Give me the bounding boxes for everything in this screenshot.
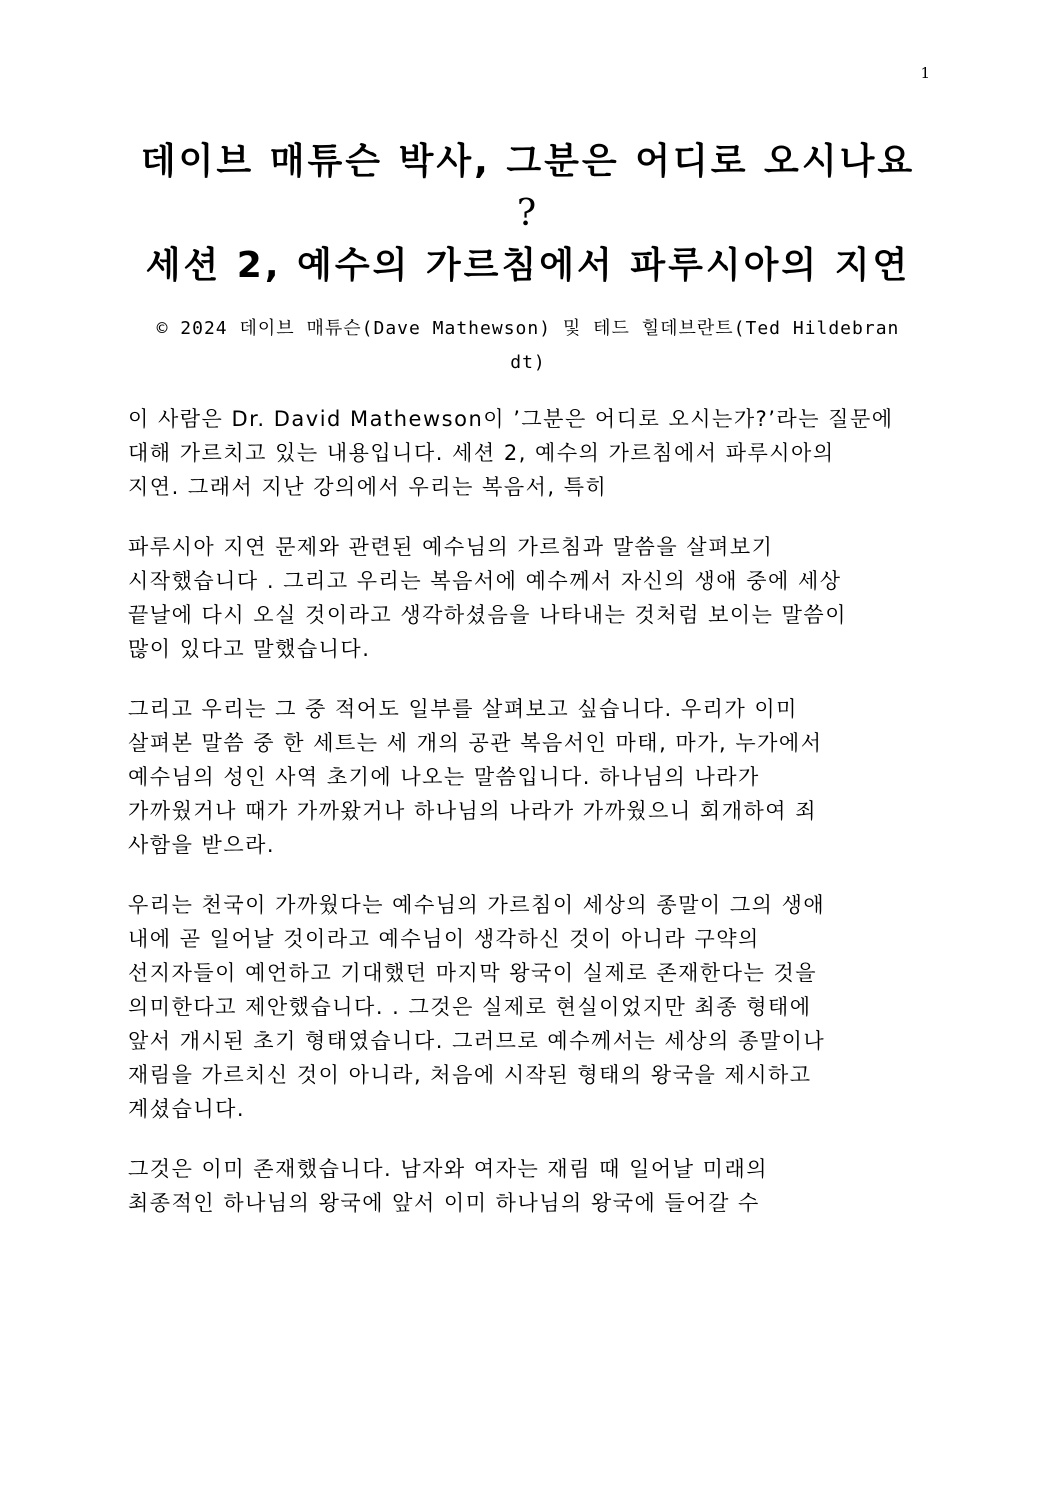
text-line: 재림을 가르치신 것이 아니라, 처음에 시작된 형태의 왕국을 제시하고 (128, 1063, 812, 1087)
text-line: 그리고 우리는 그 중 적어도 일부를 살펴보고 싶습니다. 우리가 이미 (128, 697, 798, 721)
text-line: 살펴본 말씀 중 한 세트는 세 개의 공관 복음서인 마태, 마가, 누가에서 (128, 731, 823, 755)
title-line-3: 세션 2, 예수의 가르침에서 파루시아의 지연 (145, 245, 911, 286)
text-line: 최종적인 하나님의 왕국에 앞서 이미 하나님의 왕국에 들어갈 수 (128, 1191, 760, 1215)
text-line: 많이 있다고 말했습니다. (128, 637, 371, 661)
text-line: 계셨습니다. (128, 1097, 246, 1121)
paragraph-5 (128, 1152, 928, 1220)
paragraph-2 (128, 530, 928, 666)
page-number: 1 (920, 64, 930, 82)
text-line: 우리는 천국이 가까웠다는 예수님의 가르침이 세상의 종말이 그의 생애 (128, 893, 826, 917)
paragraph-4 (128, 888, 928, 1126)
text-line: 지연. 그래서 지난 강의에서 우리는 복음서, 특히 (128, 475, 608, 499)
copyright-line-1: © 2024 데이브 매튜슨(Dave Mathewson) 및 테드 힐데브란트(Ted Hildebran (156, 318, 900, 339)
copyright-notice (128, 312, 928, 380)
paragraph-1 (128, 402, 928, 504)
text-line: 가까웠거나 때가 가까왔거나 하나님의 나라가 가까웠으니 회개하여 죄 (128, 799, 818, 823)
title-line-2: ? (516, 193, 540, 234)
text-line: 대해 가르치고 있는 내용입니다. 세션 2, 예수의 가르침에서 파루시아의 (128, 441, 835, 465)
text-line: 이 사람은 Dr. David Mathewson이 ’그분은 어디로 오시는가?’라는 질문에 (128, 407, 894, 431)
text-line: 예수님의 성인 사역 초기에 나오는 말씀입니다. 하나님의 나라가 (128, 765, 760, 789)
text-line: 파루시아 지연 문제와 관련된 예수님의 가르침과 말씀을 살펴보기 (128, 535, 774, 559)
text-line: 앞서 개시된 초기 형태였습니다. 그러므로 예수께서는 세상의 종말이나 (128, 1029, 826, 1053)
text-line: 의미한다고 제안했습니다. . 그것은 실제로 현실이었지만 최종 형태에 (128, 995, 812, 1019)
paragraph-3 (128, 692, 928, 862)
copyright-line-2: dt) (510, 352, 546, 373)
text-line: 끝날에 다시 오실 것이라고 생각하셨음을 나타내는 것처럼 보이는 말씀이 (128, 603, 847, 627)
body-text (128, 402, 928, 1246)
text-line: 사함을 받으라. (128, 833, 276, 857)
title-line-1: 데이브 매튜슨 박사, 그분은 어디로 오시나요 (140, 141, 916, 182)
document-title (128, 136, 928, 292)
text-line: 시작했습니다 . 그리고 우리는 복음서에 예수께서 자신의 생애 중에 세상 (128, 569, 842, 593)
text-line: 그것은 이미 존재했습니다. 남자와 여자는 재림 때 일어날 미래의 (128, 1157, 769, 1181)
text-line: 선지자들이 예언하고 기대했던 마지막 왕국이 실제로 존재한다는 것을 (128, 961, 818, 985)
text-line: 내에 곧 일어날 것이라고 예수님이 생각하신 것이 아니라 구약의 (128, 927, 760, 951)
